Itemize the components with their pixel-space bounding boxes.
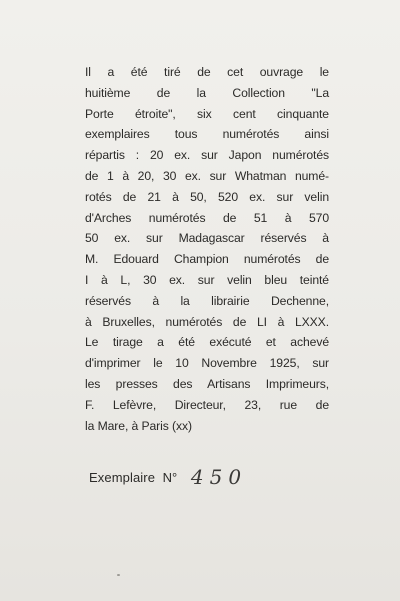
copy-number bbox=[89, 464, 247, 490]
colophon-line: Il a été tiré de cet ouvrage le bbox=[85, 65, 329, 79]
colophon-line: Le tirage a été exécuté et achevé bbox=[85, 335, 329, 350]
copy-label: Exemplaire bbox=[89, 470, 156, 485]
handwritten-copy-number: 450 bbox=[190, 465, 248, 489]
colophon-line: les presses des Artisans Imprimeurs, bbox=[85, 376, 329, 391]
colophon-line: exemplaires tous numérotés ainsi bbox=[85, 127, 329, 142]
colophon-line: M. Edouard Champion numérotés de bbox=[85, 252, 329, 267]
colophon-line: 50 ex. sur Madagascar réservés à bbox=[85, 231, 329, 246]
paper-speck bbox=[117, 574, 120, 576]
colophon-line: d'Arches numérotés de 51 à 570 bbox=[85, 210, 329, 225]
number-sign: N° bbox=[162, 470, 178, 485]
colophon-line: la Mare, à Paris (xx) bbox=[85, 418, 192, 433]
colophon-line: I à L, 30 ex. sur velin bleu teinté bbox=[85, 272, 329, 287]
colophon-text bbox=[85, 62, 329, 436]
colophon-line: Porte étroite", six cent cinquante bbox=[85, 106, 329, 121]
colophon-line: d'imprimer le 10 Novembre 1925, sur bbox=[85, 356, 329, 371]
colophon-line: F. Lefèvre, Directeur, 23, rue de bbox=[85, 397, 329, 412]
colophon-line: huitième de la Collection "La bbox=[85, 85, 329, 100]
colophon-line: de 1 à 20, 30 ex. sur Whatman numé- bbox=[85, 168, 329, 183]
colophon-line: rotés de 21 à 50, 520 ex. sur velin bbox=[85, 189, 329, 204]
colophon-line: répartis : 20 ex. sur Japon numérotés bbox=[85, 148, 329, 163]
colophon-line: réservés à la librairie Dechenne, bbox=[85, 293, 329, 308]
colophon-line: à Bruxelles, numérotés de LI à LXXX. bbox=[85, 314, 329, 329]
